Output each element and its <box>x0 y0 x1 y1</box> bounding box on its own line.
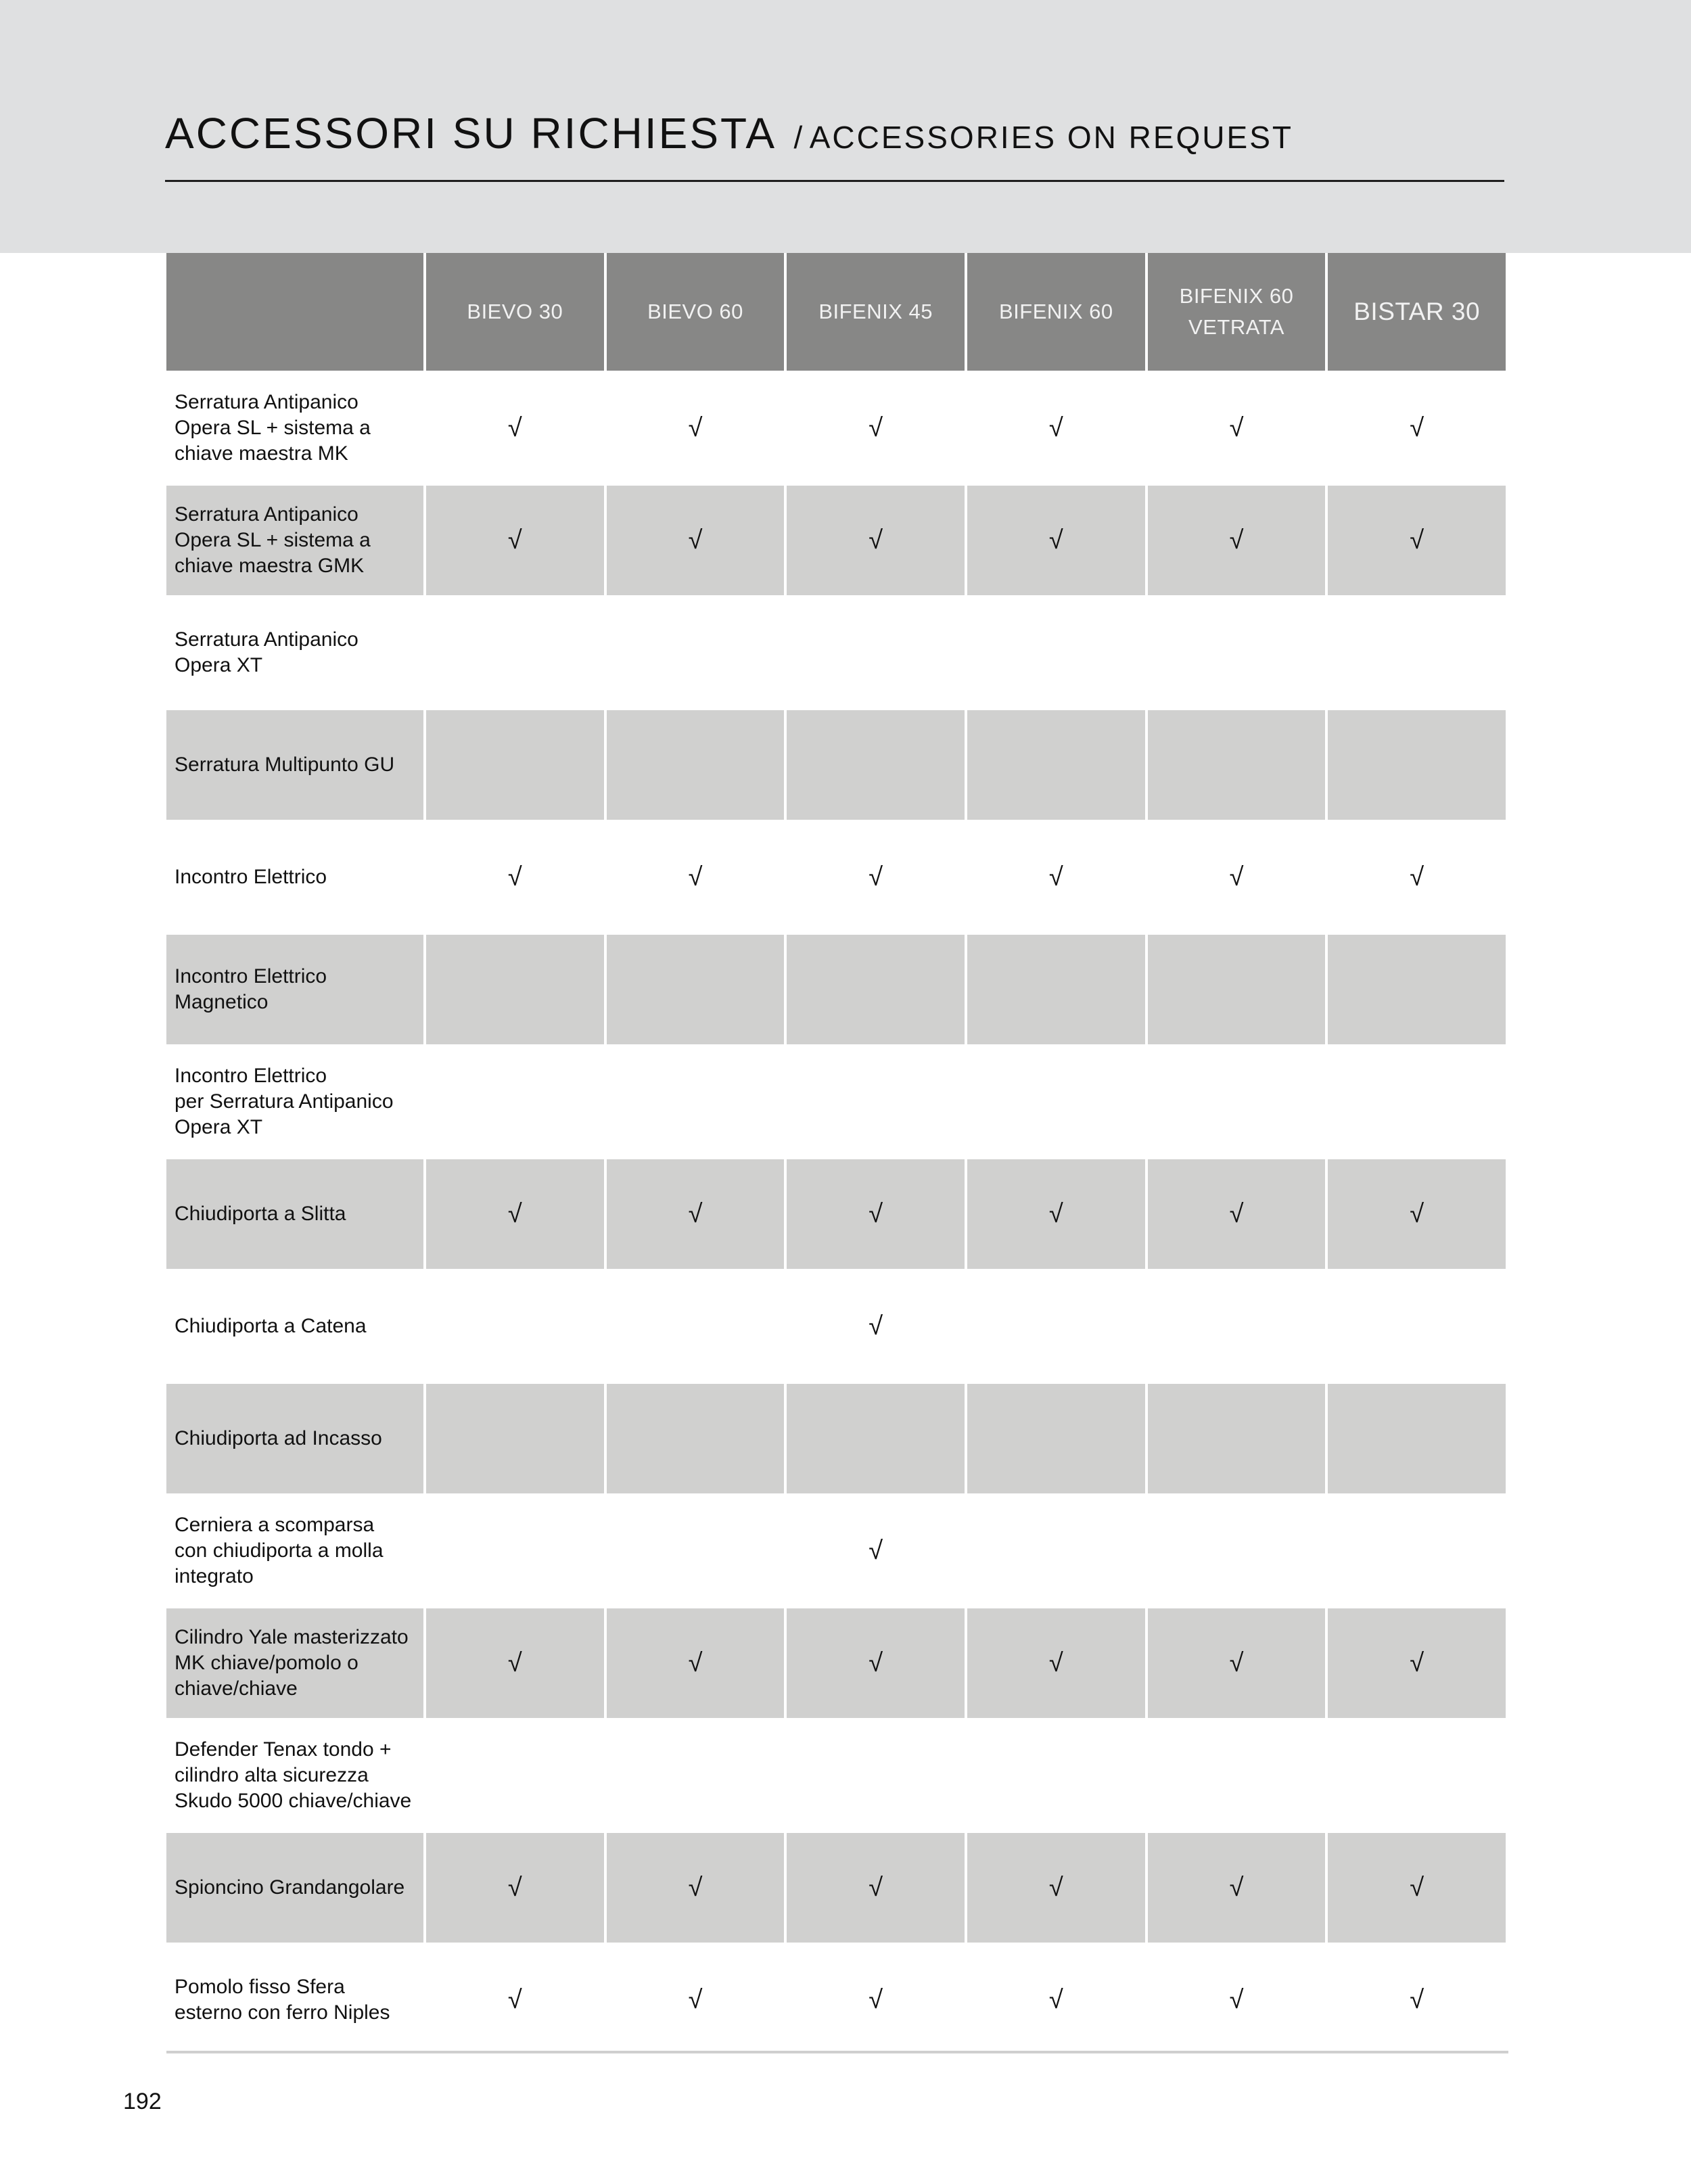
table-cell <box>787 373 965 483</box>
check-mark-icon: √ <box>1048 1199 1063 1228</box>
row-label-cell <box>166 1833 423 1943</box>
table-cell <box>1328 373 1506 483</box>
check-mark-icon: √ <box>1229 862 1244 891</box>
table-cell <box>967 1159 1145 1269</box>
row-label-cell <box>166 935 423 1044</box>
check-mark-icon: √ <box>1048 413 1063 442</box>
column-header <box>967 253 1145 371</box>
table-cell <box>426 1608 604 1718</box>
table-cell <box>787 598 965 707</box>
table-cell <box>787 1608 965 1718</box>
table-cell <box>1148 1945 1326 2055</box>
table-cell <box>426 1272 604 1381</box>
table-cell <box>607 1384 785 1493</box>
row-label-cell <box>166 1047 423 1157</box>
table-cell <box>787 1496 965 1606</box>
table-cell <box>1328 1945 1506 2055</box>
check-mark-icon: √ <box>868 1648 883 1677</box>
row-label-cell <box>166 710 423 820</box>
table-cell <box>1148 822 1326 932</box>
table-cell <box>426 373 604 483</box>
row-label: Incontro Elettrico <box>175 866 327 888</box>
check-mark-icon: √ <box>688 1873 703 1902</box>
table-cell <box>607 935 785 1044</box>
table-cell <box>607 822 785 932</box>
check-mark-icon: √ <box>1410 526 1424 555</box>
table-cell <box>967 1272 1145 1381</box>
table-cell <box>1328 1272 1506 1381</box>
table-cell <box>1328 1496 1506 1606</box>
table-cell <box>787 1159 965 1269</box>
row-label-cell <box>166 1945 423 2055</box>
table-cell <box>967 710 1145 820</box>
row-label: Serratura Multipunto GU <box>175 753 395 776</box>
page-title-italian: ACCESSORI SU RICHIESTA <box>165 109 777 158</box>
row-label: Serratura Antipanico Opera SL + sistema a chiave maestra MK <box>175 391 371 465</box>
column-header-label: BIFENIX 45 <box>818 300 933 323</box>
row-label-cell <box>166 598 423 707</box>
check-mark-icon: √ <box>868 526 883 555</box>
table-cell <box>1148 1496 1326 1606</box>
table-cell <box>1148 1608 1326 1718</box>
table-cell <box>607 1272 785 1381</box>
check-mark-icon: √ <box>1410 862 1424 891</box>
row-label: Cilindro Yale masterizzato MK chiave/pomolo o chiave/chiave <box>175 1626 409 1700</box>
table-cell <box>787 1945 965 2055</box>
table-cell <box>967 486 1145 595</box>
check-mark-icon: √ <box>1410 1985 1424 2014</box>
row-label-cell <box>166 1496 423 1606</box>
check-mark-icon: √ <box>507 1199 522 1228</box>
table-cell <box>967 1047 1145 1157</box>
table-cell <box>1148 710 1326 820</box>
table-cell <box>1328 935 1506 1044</box>
table-cell <box>1328 1833 1506 1943</box>
row-label: Chiudiporta ad Incasso <box>175 1427 382 1449</box>
title-divider <box>165 180 1504 182</box>
column-header-label: BIEVO 30 <box>467 300 563 323</box>
table-cell <box>787 710 965 820</box>
table-cell <box>1328 1047 1506 1157</box>
table-bottom-divider <box>166 2051 1508 2053</box>
row-label: Serratura Antipanico Opera XT <box>175 628 358 676</box>
check-mark-icon: √ <box>507 413 522 442</box>
check-mark-icon: √ <box>507 526 522 555</box>
table-cell <box>426 935 604 1044</box>
check-mark-icon: √ <box>507 1648 522 1677</box>
table-cell <box>426 822 604 932</box>
row-label-cell <box>166 1608 423 1718</box>
row-label-cell <box>166 1384 423 1493</box>
table-cell <box>967 1384 1145 1493</box>
row-label-cell <box>166 1272 423 1381</box>
table-cell <box>426 1496 604 1606</box>
table-cell <box>967 1833 1145 1943</box>
row-label: Spioncino Grandangolare <box>175 1876 405 1899</box>
check-mark-icon: √ <box>507 1985 522 2014</box>
row-label-cell <box>166 1159 423 1269</box>
table-cell <box>607 1833 785 1943</box>
table-cell <box>787 1384 965 1493</box>
table-cell <box>1148 1047 1326 1157</box>
row-label: Cerniera a scomparsa con chiudiporta a molla integrato <box>175 1514 384 1587</box>
table-cell <box>426 1159 604 1269</box>
column-header-label: BISTAR 30 <box>1353 298 1481 325</box>
check-mark-icon: √ <box>1048 1873 1063 1902</box>
table-cell <box>1148 935 1326 1044</box>
check-mark-icon: √ <box>1410 1199 1424 1228</box>
check-mark-icon: √ <box>1048 1985 1063 2014</box>
check-mark-icon: √ <box>507 1873 522 1902</box>
row-label-cell <box>166 1721 423 1830</box>
title-separator: / <box>793 120 805 155</box>
table-cell <box>1148 1272 1326 1381</box>
table-cell <box>1148 1384 1326 1493</box>
table-cell <box>1328 1721 1506 1830</box>
check-mark-icon: √ <box>1410 1648 1424 1677</box>
check-mark-icon: √ <box>688 862 703 891</box>
check-mark-icon: √ <box>868 1536 883 1565</box>
table-cell <box>1148 1159 1326 1269</box>
check-mark-icon: √ <box>507 862 522 891</box>
table-cell <box>1328 598 1506 707</box>
check-mark-icon: √ <box>1229 1199 1244 1228</box>
table-cell <box>1328 486 1506 595</box>
table-cell <box>1328 1384 1506 1493</box>
table-cell <box>607 373 785 483</box>
table-cell <box>426 1945 604 2055</box>
table-cell <box>1148 598 1326 707</box>
column-header <box>787 253 965 371</box>
check-mark-icon: √ <box>1229 413 1244 442</box>
check-mark-icon: √ <box>868 1985 883 2014</box>
accessories-table <box>166 253 1506 2055</box>
check-mark-icon: √ <box>688 1985 703 2014</box>
check-mark-icon: √ <box>868 1199 883 1228</box>
page-title <box>165 108 1518 158</box>
check-mark-icon: √ <box>1229 1648 1244 1677</box>
table-cell <box>426 710 604 820</box>
table-cell <box>607 1945 785 2055</box>
check-mark-icon: √ <box>1229 1985 1244 2014</box>
row-label: Chiudiporta a Catena <box>175 1315 367 1337</box>
check-mark-icon: √ <box>868 413 883 442</box>
table-cell <box>1148 373 1326 483</box>
table-cell <box>967 373 1145 483</box>
table-cell <box>967 1721 1145 1830</box>
column-header <box>1148 253 1326 371</box>
check-mark-icon: √ <box>688 413 703 442</box>
table-cell <box>607 486 785 595</box>
table-cell <box>607 1608 785 1718</box>
page-number: 192 <box>123 2089 162 2114</box>
table-cell <box>426 1721 604 1830</box>
check-mark-icon: √ <box>1048 526 1063 555</box>
table-cell <box>426 486 604 595</box>
row-label: Incontro Elettrico Magnetico <box>175 965 327 1013</box>
table-cell <box>1328 710 1506 820</box>
check-mark-icon: √ <box>868 1873 883 1902</box>
check-mark-icon: √ <box>1229 526 1244 555</box>
column-header <box>426 253 604 371</box>
column-header-label: BIFENIX 60 <box>998 300 1113 323</box>
row-label-cell <box>166 373 423 483</box>
row-label: Serratura Antipanico Opera SL + sistema a chiave maestra GMK <box>175 503 371 577</box>
row-label-cell <box>166 822 423 932</box>
check-mark-icon: √ <box>1229 1873 1244 1902</box>
check-mark-icon: √ <box>1410 1873 1424 1902</box>
check-mark-icon: √ <box>688 1648 703 1677</box>
table-cell <box>607 1721 785 1830</box>
check-mark-icon: √ <box>1410 413 1424 442</box>
table-cell <box>1328 1159 1506 1269</box>
table-cell <box>787 1721 965 1830</box>
row-label: Chiudiporta a Slitta <box>175 1203 346 1225</box>
table-cell <box>426 1833 604 1943</box>
table-cell <box>607 1496 785 1606</box>
table-cell <box>1148 486 1326 595</box>
check-mark-icon: √ <box>1048 1648 1063 1677</box>
table-cell <box>967 822 1145 932</box>
table-cell <box>787 1833 965 1943</box>
table-cell <box>1328 1608 1506 1718</box>
check-mark-icon: √ <box>868 1311 883 1341</box>
table-cell <box>967 1945 1145 2055</box>
table-cell <box>607 710 785 820</box>
header-corner-cell <box>166 253 423 371</box>
table-cell <box>787 1272 965 1381</box>
check-mark-icon: √ <box>688 526 703 555</box>
table-cell <box>787 822 965 932</box>
row-label: Incontro Elettrico per Serratura Antipanico Opera XT <box>175 1065 394 1138</box>
table-cell <box>426 1384 604 1493</box>
table-cell <box>787 486 965 595</box>
check-mark-icon: √ <box>688 1199 703 1228</box>
table-cell <box>967 598 1145 707</box>
column-header <box>607 253 785 371</box>
table-cell <box>787 1047 965 1157</box>
table-cell <box>967 1608 1145 1718</box>
column-header <box>1328 253 1506 371</box>
row-label-cell <box>166 486 423 595</box>
check-mark-icon: √ <box>1048 862 1063 891</box>
table-cell <box>607 1159 785 1269</box>
table-cell <box>607 1047 785 1157</box>
table-cell <box>787 935 965 1044</box>
page-title-english: ACCESSORIES ON REQUEST <box>809 120 1293 155</box>
row-label: Pomolo fisso Sfera esterno con ferro Niples <box>175 1976 390 2024</box>
table-cell <box>426 1047 604 1157</box>
row-label: Defender Tenax tondo + cilindro alta sicurezza Skudo 5000 chiave/chiave <box>175 1738 412 1812</box>
table-cell <box>607 598 785 707</box>
table-cell <box>1328 822 1506 932</box>
table-cell <box>1148 1721 1326 1830</box>
table-cell <box>1148 1833 1326 1943</box>
check-mark-icon: √ <box>868 862 883 891</box>
column-header-label: BIFENIX 60 VETRATA <box>1179 284 1294 339</box>
table-cell <box>967 1496 1145 1606</box>
table-cell <box>426 598 604 707</box>
column-header-label: BIEVO 60 <box>647 300 743 323</box>
table-cell <box>967 935 1145 1044</box>
